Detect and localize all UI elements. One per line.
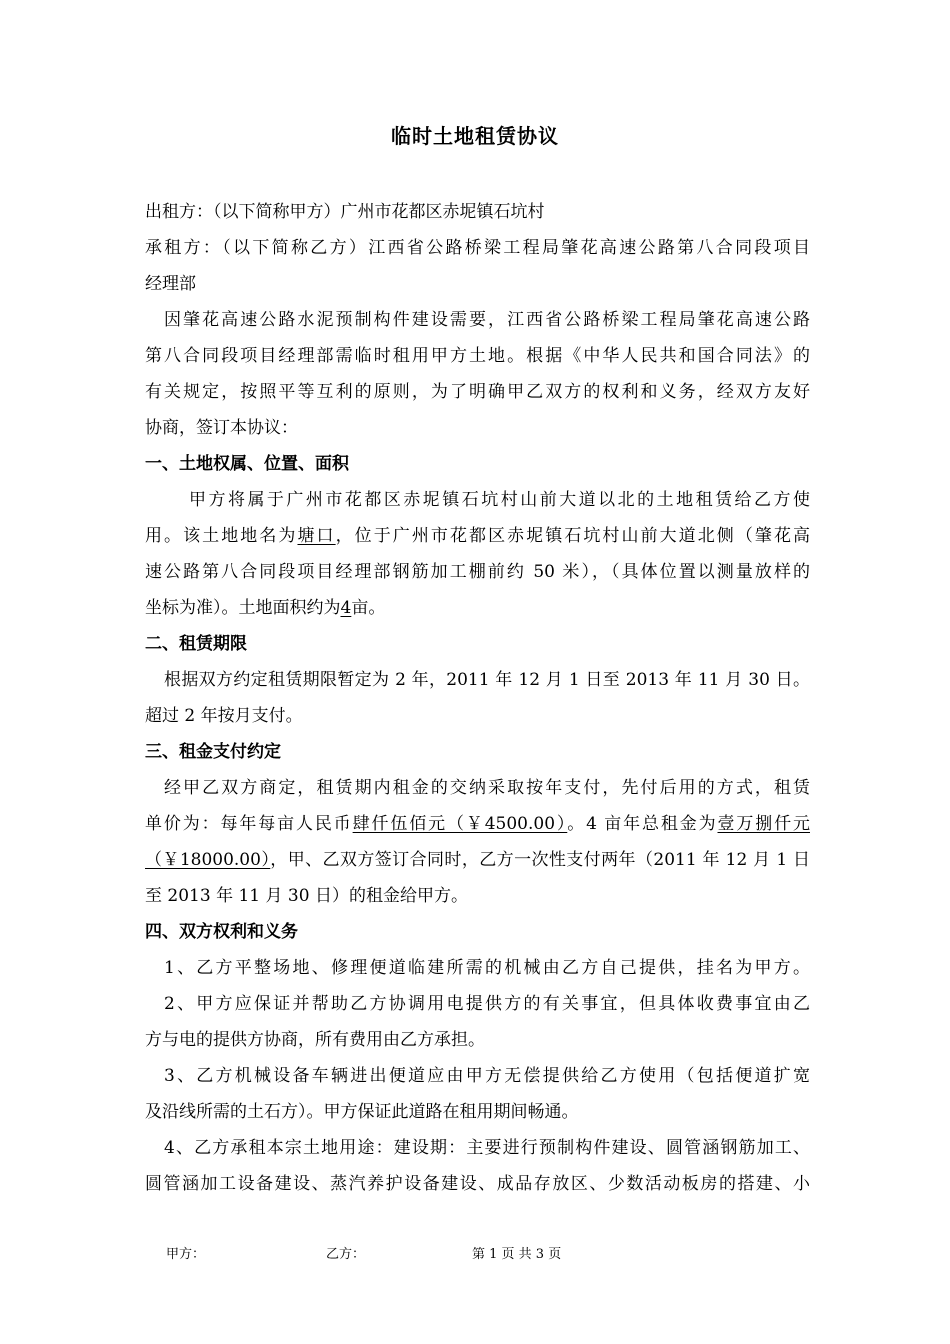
text-run: 。4 亩年总租金为 bbox=[567, 814, 718, 834]
footer-party-a: 甲方： bbox=[166, 1247, 206, 1262]
text-run: ，位于广州市花都区赤坭镇石坑村山前大道北侧（肇花高 bbox=[335, 526, 810, 546]
preamble-line: 因肇花高速公路水泥预制构件建设需要，江西省公路桥梁工程局肇花高速公路 bbox=[164, 310, 810, 330]
section-4-item: 2、甲方应保证并帮助乙方协调用电提供方的有关事宜，但具体收费事宜由乙 bbox=[164, 994, 810, 1014]
text-run: 亩。 bbox=[351, 598, 386, 618]
total-rent-amount-underlined: （￥18000.00） bbox=[145, 850, 271, 870]
section-1-line bbox=[145, 590, 810, 626]
section-2-line: 超过 2 年按月支付。 bbox=[145, 706, 303, 726]
document-title: 临时土地租赁协议 bbox=[391, 124, 559, 148]
section-1-line: 速公路第八合同段项目经理部钢筋加工棚前约 50 米），（具体位置以测量放样的 bbox=[145, 562, 810, 582]
section-4-item: 4、乙方承租本宗土地用途：建设期：主要进行预制构件建设、圆管涵钢筋加工、 bbox=[164, 1138, 810, 1158]
total-rent-underlined: 壹万捌仟元 bbox=[717, 814, 810, 834]
section-1-line bbox=[145, 518, 810, 554]
section-4-item: 3、乙方机械设备车辆进出便道应由甲方无偿提供给乙方使用（包括便道扩宽 bbox=[164, 1066, 810, 1086]
lessee-line-cont: 经理部 bbox=[145, 274, 196, 294]
section-3-line bbox=[145, 806, 810, 842]
footer-page-number: 第 1 页 共 3 页 bbox=[472, 1247, 562, 1262]
section-4-item-cont: 圆管涵加工设备建设、蒸汽养护设备建设、成品存放区、少数活动板房的搭建、小 bbox=[145, 1174, 810, 1194]
unit-price-underlined: 肆仟伍佰元（￥4500.00） bbox=[352, 814, 568, 834]
section-3-line: 经甲乙双方商定，租赁期内租金的交纳采取按年支付，先付后用的方式，租赁 bbox=[164, 778, 810, 798]
section-3-line: 至 2013 年 11 月 30 日）的租金给甲方。 bbox=[145, 886, 468, 906]
section-heading-2: 二、租赁期限 bbox=[145, 634, 247, 654]
section-heading-1: 一、土地权属、位置、面积 bbox=[145, 454, 349, 474]
section-1-line: 甲方将属于广州市花都区赤坭镇石坑村山前大道以北的土地租赁给乙方使 bbox=[189, 490, 810, 510]
text-run: ，甲、乙双方签订合同时，乙方一次性支付两年（2011 年 12 月 1 日 bbox=[270, 850, 810, 870]
lessee-line: 承租方：（以下简称乙方）江西省公路桥梁工程局肇花高速公路第八合同段项目 bbox=[145, 238, 810, 258]
text-run: 坐标为准）。土地面积约为 bbox=[145, 598, 341, 618]
text-run: 用。该土地地名为 bbox=[145, 526, 298, 546]
text-run: 单价为：每年每亩人民币 bbox=[145, 814, 353, 834]
section-4-item-cont: 方与电的提供方协商，所有费用由乙方承担。 bbox=[145, 1030, 485, 1050]
place-name-underlined: 塘口 bbox=[297, 526, 336, 546]
section-4-item: 1、乙方平整场地、修理便道临建所需的机械由乙方自己提供，挂名为甲方。 bbox=[164, 958, 810, 978]
preamble-line: 第八合同段项目经理部需临时租用甲方土地。根据《中华人民共和国合同法》的 bbox=[145, 346, 810, 366]
section-heading-4: 四、双方权利和义务 bbox=[145, 922, 298, 942]
preamble-line: 有关规定，按照平等互利的原则，为了明确甲乙双方的权利和义务，经双方友好 bbox=[145, 382, 810, 402]
area-value-underlined: 4 bbox=[340, 598, 352, 618]
section-4-item-cont: 及沿线所需的土石方）。甲方保证此道路在租用期间畅通。 bbox=[145, 1102, 579, 1122]
footer-party-b: 乙方： bbox=[326, 1247, 366, 1262]
document-body bbox=[145, 194, 810, 1202]
preamble-line: 协商，签订本协议： bbox=[145, 418, 298, 438]
section-3-line bbox=[145, 842, 810, 878]
section-heading-3: 三、租金支付约定 bbox=[145, 742, 281, 762]
lessor-line: 出租方：（以下简称甲方）广州市花都区赤坭镇石坑村 bbox=[145, 202, 545, 222]
section-2-line: 根据双方约定租赁期限暂定为 2 年，2011 年 12 月 1 日至 2013 年 11 月 30 日。 bbox=[164, 670, 810, 690]
